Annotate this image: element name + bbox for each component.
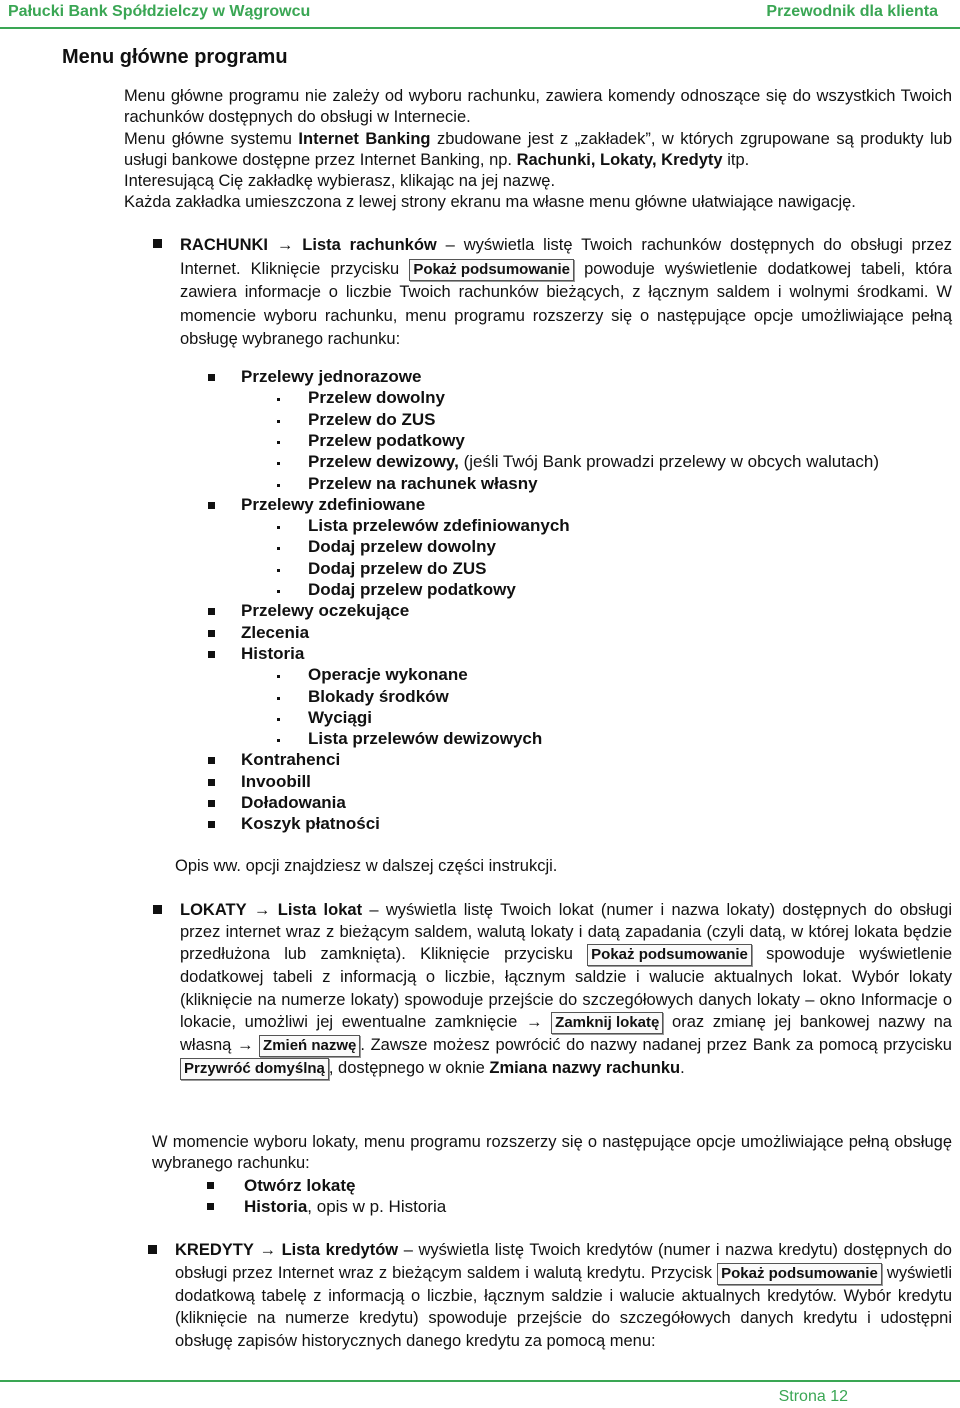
- lokaty-section: LOKATY → Lista lokat – wyświetla listę Twoich lokat (numer i nazwa lokaty) dostępnych do obsługi przez internet wraz z bieżącym saldem, walutą lokaty i datą zapadania (czyli datą, w której lokata będzie przedłużona lub zamknięta). Kliknięcie przycisku Pokaż podsumowanie spowoduje wyświetlenie dodatkowej tabeli z informacją o liczbie, łącznym saldzie i walucie aktualnych lokat. Wybór lokaty (kliknięcie na numerze lokaty) spowoduje przejście do szczegółowych danych lokaty – okno Informacje o lokacie, umożliwi jej ewentualne zamknięcie → Zamknij lokatę oraz zmianę jej bankowej nazwy na własną → Zmień nazwę . Zawsze możesz powrócić do nazwy nadanej przez Bank za pomocą przycisku Przywróć domyślną , dostępnego w oknie Zmiana nazwy rachunku.: [180, 899, 952, 1080]
- kredyty-section: KREDYTY → Lista kredytów – wyświetla listę Twoich kredytów (numer i nazwa kredytu) dostępnych do obsługi przez Internet wraz z bieżącym saldem i walutą kredytu. Przycisk Pokaż podsumowanie wyświetli dodatkową tabelę z informacją o liczbie, łącznym saldzie i walucie aktualnych kredytów. Wybór kredytu (kliknięcie na numerze kredytu) spowoduje przejście do szczegółowych danych kredytu i udostępni obsługę zapisów historycznych danego kredytu za pomocą menu:: [175, 1241, 952, 1350]
- guide-title: Przewodnik dla klienta: [766, 3, 938, 20]
- rachunki-list-link[interactable]: Lista rachunków: [302, 236, 437, 254]
- submenu-item[interactable]: Blokady środków: [308, 686, 449, 706]
- submenu-item[interactable]: Przelew na rachunek własny: [308, 473, 538, 493]
- bullet-square-icon: [208, 757, 215, 764]
- submenu-item[interactable]: Lista przelewów dewizowych: [308, 729, 543, 749]
- bullet-dot-icon: [277, 675, 280, 678]
- submenu-item[interactable]: Dodaj przelew dowolny: [308, 537, 496, 557]
- submenu-item[interactable]: Przelew dowolny: [308, 388, 445, 408]
- arrow-right-icon: →: [236, 1035, 254, 1054]
- show-summary-button[interactable]: Pokaż podsumowanie: [587, 944, 752, 966]
- intro-line-1: Menu główne programu nie zależy od wyboru rachunku, zawiera komendy odnoszące się do wszystkich Twoich rachunków dostępnych do obsługi w Internecie.: [124, 87, 952, 127]
- page-header: [0, 0, 960, 26]
- page-number: Strona 12: [778, 1388, 848, 1405]
- submenu-item[interactable]: Dodaj przelew podatkowy: [308, 580, 516, 599]
- submenu-item[interactable]: Przelew podatkowy: [308, 430, 465, 450]
- bullet-dot-icon: [277, 398, 280, 401]
- arrow-right-icon: →: [259, 1241, 276, 1259]
- bullet-dot-icon: [277, 718, 280, 721]
- bullet-square-icon: [148, 1245, 157, 1254]
- rename-button[interactable]: Zmień nazwę: [259, 1035, 360, 1057]
- show-summary-button[interactable]: Pokaż podsumowanie: [409, 259, 574, 281]
- submenu-note: (jeśli Twój Bank prowadzi przelewy w obcych walutach): [458, 452, 879, 472]
- bullet-square-icon: [208, 608, 215, 615]
- menu-item[interactable]: Kontrahenci: [241, 750, 341, 770]
- bullet-square-icon: [208, 630, 215, 637]
- menu-item[interactable]: Przelewy zdefiniowane: [241, 494, 426, 514]
- menu-item[interactable]: Przelewy jednorazowe: [241, 367, 422, 386]
- bullet-dot-icon: [277, 547, 280, 550]
- bullet-square-icon: [208, 651, 215, 658]
- menu-item-otworz-lokate[interactable]: Otwórz lokatę: [244, 1176, 356, 1195]
- bullet-dot-icon: [277, 462, 280, 465]
- kredyty-list-link[interactable]: Lista kredytów: [281, 1241, 399, 1259]
- submenu-item[interactable]: Lista przelewów zdefiniowanych: [308, 516, 570, 536]
- bank-name: Pałucki Bank Spółdzielczy w Wągrowcu: [8, 3, 311, 20]
- bullet-square-icon: [208, 779, 215, 786]
- arrow-right-icon: →: [253, 901, 271, 919]
- arrow-right-icon: →: [525, 1012, 543, 1031]
- bullet-dot-icon: [277, 697, 280, 700]
- restore-default-button[interactable]: Przywróć domyślną: [180, 1058, 329, 1080]
- menu-item[interactable]: Zlecenia: [241, 622, 310, 642]
- arrow-right-icon: →: [276, 236, 294, 254]
- intro-paragraph: Menu główne programu nie zależy od wyboru rachunku, zawiera komendy odnoszące się do wszystkich Twoich rachunków dostępnych do obsługi w Internecie. Menu główne systemu Internet Banking zbudowane jest z „zakładek”, w których zgrupowane są produkty lub usługi bankowe dostępne przez Internet Banking, np. Rachunki, Lokaty, Kredyty itp. Interesującą Cię zakładkę wybierasz, klikając na jej nazwę. Każda zakładka umieszczona z lewej strony ekranu ma własne menu główne ułatwiające nawigację.: [124, 87, 952, 212]
- submenu-item[interactable]: Przelew do ZUS: [308, 409, 436, 429]
- rachunki-section: RACHUNKI → Lista rachunków – wyświetla listę Twoich rachunków dostępnych do obsługi przez Internet. Kliknięcie przycisku Pokaż podsumowanie powoduje wyświetlenie dodatkowej tabeli, która zawiera informacje o liczbie Twoich rachunków bieżących, z łącznym saldem i wolnymi środkami. W momencie wyboru rachunku, menu programu rozszerzy się o następujące opcje umożliwiające pełną obsługę wybranego rachunku:: [180, 236, 953, 348]
- bullet-dot-icon: [277, 590, 280, 593]
- submenu-item[interactable]: Przelew dewizowy, (jeśli Twój Bank prowadzi przelewy w obcych walutach): [308, 452, 879, 472]
- page-title: Menu główne programu: [62, 46, 288, 68]
- lokaty-list-link[interactable]: Lista lokat: [277, 901, 363, 919]
- show-summary-button[interactable]: Pokaż podsumowanie: [717, 1263, 882, 1285]
- bullet-square-icon: [208, 800, 215, 807]
- menu-item[interactable]: Doładowania: [241, 793, 346, 812]
- bullet-square-icon: [153, 239, 162, 248]
- menu-item[interactable]: Invoobill: [241, 771, 311, 791]
- bullet-dot-icon: [277, 569, 280, 572]
- menu-item-historia-lokaty[interactable]: Historia, opis w p. Historia: [244, 1197, 447, 1216]
- menu-item[interactable]: Koszyk płatności: [241, 814, 380, 834]
- bullet-square-icon: [208, 502, 215, 509]
- bullet-dot-icon: [277, 441, 280, 444]
- bullet-dot-icon: [277, 526, 280, 529]
- close-deposit-button[interactable]: Zamknij lokatę: [551, 1012, 663, 1034]
- bullet-dot-icon: [277, 484, 280, 487]
- submenu-item[interactable]: Dodaj przelew do ZUS: [308, 558, 487, 578]
- bullet-dot-icon: [277, 420, 280, 423]
- bullet-square-icon: [207, 1203, 214, 1210]
- bullet-square-icon: [208, 374, 215, 381]
- bullet-dot-icon: [277, 739, 280, 742]
- menu-item[interactable]: Przelewy oczekujące: [241, 601, 410, 621]
- lokaty-menu-intro: W momencie wyboru lokaty, menu programu rozszerzy się o następujące opcje umożliwiające pełną obsługę wybranego rachunku:: [152, 1133, 952, 1173]
- footer-divider: [0, 1380, 960, 1382]
- submenu-item[interactable]: Operacje wykonane: [308, 665, 468, 685]
- header-divider: [0, 27, 960, 29]
- bullet-square-icon: [207, 1182, 214, 1189]
- menu-item[interactable]: Historia: [241, 643, 305, 663]
- bullet-square-icon: [208, 821, 215, 828]
- submenu-item[interactable]: Wyciągi: [308, 707, 372, 727]
- bullet-square-icon: [153, 905, 162, 914]
- opis-note: Opis ww. opcji znajdziesz w dalszej części instrukcji.: [175, 857, 558, 875]
